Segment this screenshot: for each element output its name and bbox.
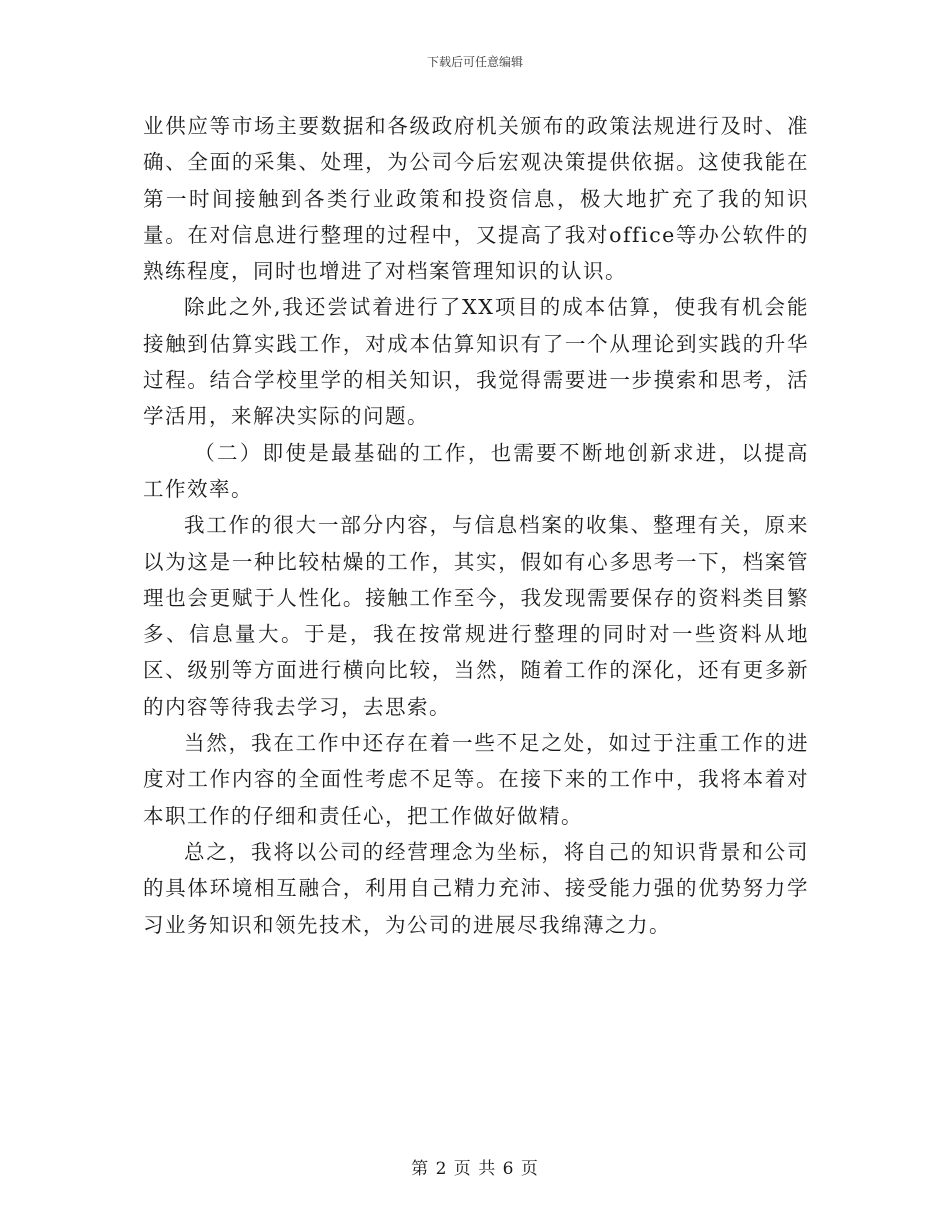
document-body [143, 108, 809, 943]
page-header: 下载后可任意编辑 [426, 55, 523, 69]
page-number-footer: 第 2 页 共 6 页 [411, 1159, 539, 1179]
body-paragraph-cost-estimation: 除此之外,我还尝试着进行了XX项目的成本估算，使我有机会能接触到估算实践工作，对成本估算知识有了一个从理论到实践的升华过程。结合学校里学的相关知识，我觉得需要进一步摸索和思考，活学活用，来解决实际的问题。 [143, 295, 809, 429]
body-paragraph-archive-work: 我工作的很大一部分内容，与信息档案的收集、整理有关，原来以为这是一种比较枯燥的工作，其实，假如有心多思考一下，档案管理也会更赋于人性化。接触工作至今，我发现需要保存的资料类目繁多、信息量大。于是，我在按常规进行整理的同时对一些资料从地区、级别等方面进行横向比较，当然，随着工作的深化，还有更多新的内容等待我去学习，去思索。 [143, 513, 809, 719]
body-paragraph-shortcomings: 当然，我在工作中还存在着一些不足之处，如过于注重工作的进度对工作内容的全面性考虑不足等。在接下来的工作中，我将本着对本职工作的仔细和责任心，把工作做好做精。 [143, 731, 809, 828]
section-heading-innovation: （二）即使是最基础的工作，也需要不断地创新求进，以提高工作效率。 [143, 440, 809, 501]
body-paragraph-conclusion: 总之，我将以公司的经营理念为坐标，将自己的知识背景和公司的具体环境相互融合，利用自己精力充沛、接受能力强的优势努力学习业务知识和领先技术，为公司的进展尽我绵薄之力。 [143, 839, 809, 937]
body-paragraph-continued: 业供应等市场主要数据和各级政府机关颁布的政策法规进行及时、准确、全面的采集、处理，为公司今后宏观决策提供依据。这使我能在第一时间接触到各类行业政策和投资信息，极大地扩充了我的知识量。在对信息进行整理的过程中，又提高了我对office等办公软件的熟练程度，同时也增进了对档案管理知识的认识。 [143, 114, 809, 284]
